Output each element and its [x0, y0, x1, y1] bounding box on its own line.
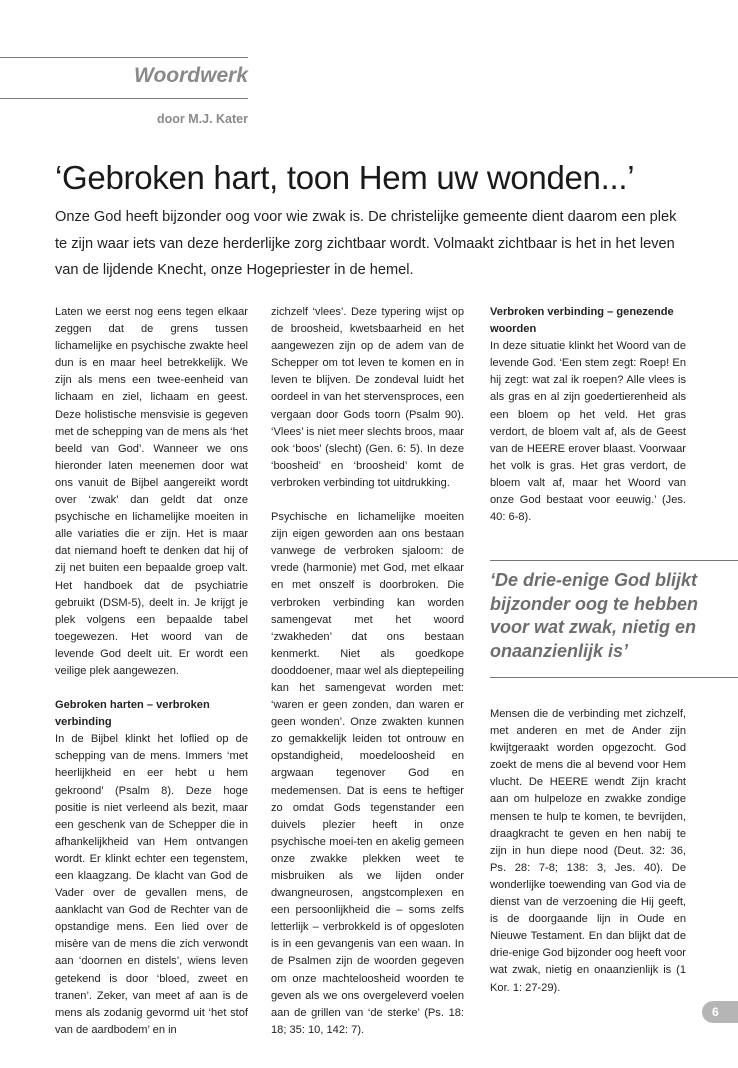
pull-quote-text: ‘De drie-enige God blijkt bijzonder oog te hebben voor wat zwak, nietig en onaanzienlijk is’ — [490, 570, 698, 661]
article-lead: Onze God heeft bijzonder oog voor wie zwak is. De christelijke gemeente dient daarom een plek te zijn waar iets van deze herderlijke zorg zichtbaar wordt. Volmaakt zichtbaar is het in het leven van de lijdende Knecht, onze Hogepriester in de hemel. — [55, 209, 677, 278]
col1-paragraph-2: In de Bijbel klinkt het loflied op de schepping van de mens. Immers ‘met heerlijkheid en eer hebt u hem gekroond’ (Psalm 8). Deze hoge positie is niet verleend als bezit, maar een geschenk van de Schepper die in afhankelijkheid van Hem ontvangen wordt. Er klinkt echter een tegenstem, een klaagzang. De klacht van God de Vader over de gevallen mens, de aanklacht van God de Rechter van de opstandige mens. Een lied over de misère van de mens die zich verwondt aan ‘doornen en distels’, wiens leven getekend is door ‘bloed, zweet en tranen’. Zeker, van meet af aan is de mens als zodanig gevormd uit ‘het stof van de aardbodem’ en in — [55, 733, 248, 1036]
column-3 — [490, 304, 686, 526]
page-number-tab: 6 — [702, 1001, 738, 1023]
col3-paragraph-1: In deze situatie klinkt het Woord van de levende God. ‘Een stem zegt: Roep! En hij zegt: wat zal ik roepen? Alle vlees is als gras en al zijn goedertierenheid als een bloem op het veld. Het gras verdort, de bloem valt af, als de Geest van de HEERE erover blaast. Voorwaar het volk is gras. Het gras verdort, de bloem valt af, maar het Woord van onze God bestaat voor eeuwig.’ (Jes. 40: 6-8). — [490, 340, 686, 524]
col3-subheading: Verbroken verbinding – genezende woorden — [490, 306, 674, 336]
header-top-rule — [0, 57, 248, 58]
article-title: ‘Gebroken hart, toon Hem uw wonden...’ — [55, 159, 635, 196]
column-2 — [271, 304, 464, 1039]
pull-quote — [490, 560, 738, 678]
column-1 — [55, 304, 248, 1039]
col2-paragraph-2: Psychische en lichamelijke moeiten zijn eigen geworden aan ons bestaan vanwege de verbroken sjaloom: de vrede (harmonie) met God, met elkaar en met onszelf is doorbroken. Die verbroken verbinding kan worden samengevat met het woord ‘zwakheden’ dat ons bestaan kenmerkt. Niet als goedkope dooddoener, maar wel als dieptepeiling kan het samengevat worden met: ‘waren er geen zonden, dan waren er geen wonden’. Onze zwakten kunnen zo gemakkelijk leiden tot ontrouw en opstandigheid, moedeloosheid en argwaan tegenover God en medemensen. Dat is eens te heftiger zo omdat Gods tegenstander een duivels plezier heeft in onze psychische moei-ten en akelig gemeen onze zwakke plekken weet te misbruiken als we lijden onder dwangneurosen, angstcomplexen en een persoonlijkheid die – soms zelfs letterlijk – verbrokkeld is of opgesloten is in een gevangenis van een waan. In de Psalmen zijn de woorden gegeven om onze machteloosheid woorden te geven als we ons overgeleverd voelen aan de grillen van ‘de sterke’ (Ps. 18: 18; 35: 10, 142: 7). — [271, 511, 464, 1036]
col1-paragraph-1: Laten we eerst nog eens tegen elkaar zeggen dat de grens tussen lichamelijke en psychische zwakte heel dun is en maar heel betrekkelijk. We zijn als mens een twee-eenheid van lichaam en ziel, lichaam en geest. Deze holistische mensvisie is gegeven met de schepping van de mens als ‘het beeld van God’. Wanneer we ons hieronder laten meenemen door wat ons vanuit de Bijbel aangereikt wordt over ‘zwak’ dan geldt dat onze psychische en lichamelijke moeiten in alle variaties die er zijn. Het is maar dat niemand hoeft te denken dat hij of zij net buiten een bepaalde groep valt. Het handboek dat de psychiatrie gebruikt (DSM-5), deelt in. Je krijgt je plek volgens een bepaalde tabel toegewezen. Het woord van de levende God deelt uit. Er wordt een veilige plek aangewezen. — [55, 306, 248, 677]
column-3-continued — [490, 706, 686, 997]
author-byline: door M.J. Kater — [157, 112, 248, 126]
col1-subheading: Gebroken harten – verbroken verbinding — [55, 699, 210, 729]
header-bottom-rule — [0, 98, 248, 99]
col2-paragraph-1: zichzelf ‘vlees’. Deze typering wijst op de broosheid, kwetsbaarheid en het aangewezen zijn op de adem van de Schepper om tot leven te komen en in leven te blijven. De zondeval luidt het oordeel in van het stervensproces, een vergaan door Gods toorn (Psalm 90). ‘Vlees’ is niet meer slechts broos, maar ook ‘boos’ (slecht) (Gen. 6: 5). In deze ‘boosheid’ en ‘broosheid’ komt de verbroken verbinding tot uitdrukking. — [271, 306, 464, 489]
section-title: Woordwerk — [134, 64, 248, 87]
col3-paragraph-2: Mensen die de verbinding met zichzelf, met anderen en met de Ander zijn kwijtgeraakt worden opgezocht. God zoekt de mens die al bevend voor Hem vlucht. De HEERE wendt Zijn kracht aan om hulpeloze en zwakke zondige mensen te hulp te komen, te bevrijden, draagkracht te geven en hen nabij te zijn in hun diepe nood (Deut. 32: 36, Ps. 28: 7-8; 138: 3, Jes. 40). De wonderlijke toewending van God via de dienst van de verzoening die Hij geeft, is de doorgaande lijn in Oude en Nieuwe Testament. En dan blijkt dat de drie-enige God bijzonder oog heeft voor wat zwak, nietig en onaanzienlijk is (1 Kor. 1: 27-29). — [490, 708, 686, 994]
